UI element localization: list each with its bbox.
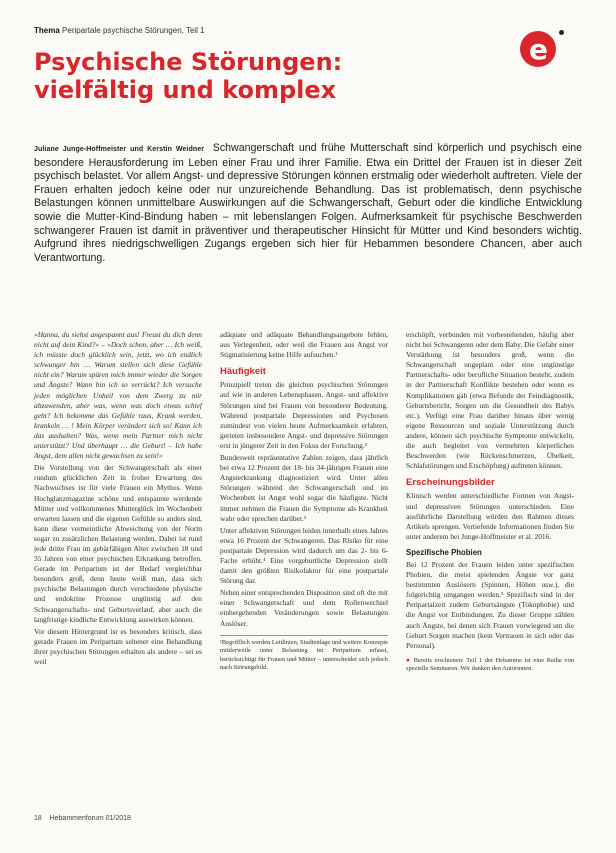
body-paragraph: Prinzipiell treten die gleichen psychischen Störungen auf wie in anderen Lebensphasen. Angst- und affektive Störungen sind bei Frauen von besonderer Bedeutung. Während postpartale Depressionen und Psychosen zumindest von vielen heute Aufmerksamkeit erfahren, gerieten insbesondere Angst- und depressive Störungen erst in jüngerer Zeit in den Fokus der Forschung.² — [220, 380, 388, 450]
subheading-haeufigkeit: Häufigkeit — [220, 366, 266, 378]
footnote: ¹Begrifflich werden Leitlinien, Studienlage und weitere Konzepte mittlerweile unter Belastung im Peripartum erfasst, berücksichtigt für Frauen und Mütter – unterscheidet sich jedoch nach Störungsbild. — [220, 635, 388, 673]
page-number: 18 — [34, 815, 42, 822]
body-paragraph: Klinisch werden unterschiedliche Formen von Angst- und depressiven Störungen unterschieden. Eine ausführliche Darstellung würden den Rahmen dieses Artikels sprengen. Vertiefende Informationen finden Sie unter anderem bei Junge-Hoffmeister et al. 2016. — [406, 491, 574, 541]
running-header — [34, 26, 205, 35]
article-title — [34, 48, 514, 104]
editor-note-text: Bereits erschienen: Teil 1 der Hebamme ist eine Reihe von spezielle Seminaren. Wir danken den Autorinnen. — [406, 656, 574, 673]
body-paragraph: Vor diesem Hintergrund ist es besonders kritisch, dass gerade Frauen im Peripartum seltener eine Behandlung ihrer psychischen Störungen erhalten als andere – sei es weil — [34, 626, 202, 666]
body-paragraph: Die Vorstellung von der Schwangerschaft als einer rundum glücklichen Zeit in froher Erwartung des Nachwuchses ist für viele Frauen ein Mythos. Wenn Hochglanzmagazine schöne und entspannte werdende Mütter und vollkommenes Mutterglück im Wochenbett erwarten lassen und die eigenen Gefühle so anders sind, kann diese vermeintliche Abweichung von der Norm sogar zu zusätzlichen Belastung werden. Dabei ist rund jede dritte Frau im gebärfähigen Alter zwischen 18 und 35 Jahren von einer psychischen Erkrankung betroffen. Gerade im Peripartum ist der Bedarf vergleichbar besonders groß, denn heute weiß man, dass sich psychische Belastungen durch verschiedene physische und endokrine Prozesse ungünstig auf den Schwangerschafts- und Geburtsverlauf, aber auch die langfristige kindliche Entwicklung auswirken können. — [34, 463, 202, 624]
opening-quote: »Hanna, du siehst angespannt aus! Freust du dich denn nicht auf dein Kind?« – »Doch schon, aber … Ich weiß, ich müsste doch glücklich sein, jetzt, wo ich endlich schwanger bin … Warum stellen sich diese Gefühle nicht ein? Warum spüren mich immer wieder die Sorgen und Ängste? Wann bin ich so verrückt? Ich versuche jeden möglichen Unheil von dem Zwerg zu mir abzuwenden, aber was, wenn was doch etwas schief geht? Ich bekomme das Gefühle raus, Krank werden, krankeln … ! Mein Körper verändert sich so! Kann ich das aushalten? Was, wenn mein Partner mich nicht unterstützt? Und überhaupt … die Geburt! – Ich habe Angst, dem allen nicht gewachsen zu sein!« — [34, 330, 202, 461]
column-2 — [220, 330, 388, 673]
body-paragraph: Bei 12 Prozent der Frauen leiden unter spezifischen Phobien, die meist spielenden Ängste vor ganz bestimmten Auslösern (Spinnen, Höhen usw.), die folgerichtig umgangen werden.⁵ Spezifisch sind in der Peripartalzeit zudem Geburtsängste (Tokophobie) und die Angst vor Entbindungen. Zu dieser Gruppe zählen auch Ängste, bei denen sich Frauen vorwiegend um die Geburt Sorgen machen (kein Vertrauen in sich oder das Personal). — [406, 559, 574, 650]
body-paragraph: adäquate und adäquate Behandlungsangebote fehlen, aus Verlegenheit, oder weil die Frauen aus Angst vor Stigmatisierung keine Hilfe aufsuchen.¹ — [220, 330, 388, 360]
column-1 — [34, 330, 202, 669]
lead-paragraph — [34, 142, 582, 265]
series-label: Peripartale psychische Störungen, Teil 1 — [62, 26, 205, 35]
subheading-erscheinungsbilder: Erscheinungsbilder — [406, 477, 495, 489]
journal-logo-icon — [520, 31, 556, 67]
journal-name: Hebammenforum — [49, 815, 104, 822]
body-paragraph: erschöpft, verbunden mit vorbestehenden, häufig aber nicht bei Schwangeren oder dem Baby. Die Gefahr einer Verstärkung ist besonders groß, wenn die Schwangerschaft ungeplant oder eine ungünstige Partnerschafts- oder berufliche Situation besteht, zudem in der Partnerschaft Konflikte bestehen oder wenn es Komplikationen gab (etwa Befunde der Feindiagnostik, Geburtsbericht, Sorgen um die Gesundheit des Babys etc.). Verfügt eine Frau darüber hinaus über wenig eigene Ressourcen und soziale Unterstützung durch andere, können sich psychische Symptome entwickeln, die auch begleitet von vermehrten körperlichen Beschwerden (wie Rückenschmerzen, Übelkeit, Schlafstörungen und Erschöpfung) auftreten können. — [406, 330, 574, 471]
column-3 — [406, 330, 574, 674]
issue-number: 01/2018 — [105, 815, 131, 822]
logo-dot-icon — [559, 30, 564, 35]
section-label: Thema — [34, 26, 60, 35]
body-paragraph: Unter affektiven Störungen leiden innerhalb eines Jahres etwa 16 Prozent der Schwangeren. Das Risiko für eine postpartale Depression wird dadurch um das 2- bis 6-Fache erhöht.⁴ Eine vorgeburtliche Depression stellt damit den größten Risikofaktor für eine postpartale Störung dar. — [220, 525, 388, 586]
page-footer — [34, 815, 131, 822]
editor-note — [406, 657, 574, 674]
authors: Juliane Junge-Hoffmeister und Kerstin Weidner — [34, 146, 205, 153]
journal-mark-icon: ● — [406, 656, 411, 664]
body-paragraph: Bundesweit repräsentative Zahlen zeigen, dass jährlich bei etwa 12 Prozent der 18- bis 34-jährigen Frauen eine Angsterkrankung diagnostiziert wird. Unter allen Störungen während der Schwangerschaft und im Wochenbett ist Angst wohl sogar die häufigste. Nicht immer nehmen die Frauen die Symptome als Krankheit wahr oder sprechen darüber.³ — [220, 453, 388, 523]
lead-text: Schwangerschaft und frühe Mutterschaft sind körperlich und psychisch eine besondere Herausforderung im Leben einer Frau und ihrer Familie. Etwa ein Drittel der Frauen ist in dieser Zeit psychisch belastet. Vor allem Angst- und depressive Störungen können erstmalig oder wiederholt auftreten. Viele der Frauen erhalten jedoch keine oder nur unzureichende Behandlung. Das ist problematisch, denn psychische Belastungen können unmittelbare Auswirkungen auf die Schwangerschaft, Geburt oder die kindliche Entwicklung sowie die Mutter-Kind-Bindung haben – mit lebenslangen Folgen. Aufmerksamkeit für psychische Beschwerden schwangerer Frauen ist damit in präventiver und therapeutischer Hinsicht für Mütter und Kind besonders wichtig. Aufgrund ihres niedrigschwelligen Zugangs ergeben sich hier für Hebammen besondere Chancen, aber auch Verantwortung. — [34, 142, 582, 264]
title-line-1: Psychische Störungen: — [34, 48, 343, 76]
body-paragraph: Neben einer entsprechenden Disposition sind oft die mit einer Schwangerschaft und dem Rollenwechsel einhergehenden Veränderungen sowie Belastungen Auslöser. — [220, 588, 388, 628]
subheading-spezifische-phobien: Spezifische Phobien — [406, 547, 482, 557]
title-line-2: vielfältig und komplex — [34, 76, 337, 104]
